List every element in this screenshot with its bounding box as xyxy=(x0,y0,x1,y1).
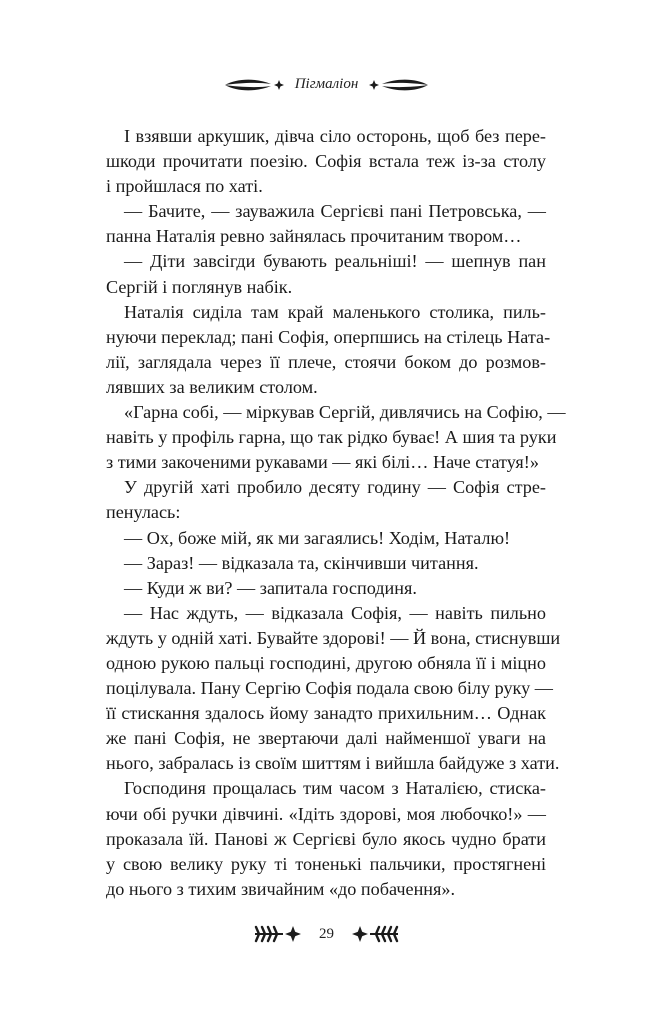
text-line: панна Наталія ревно зайнялась прочитаним твором… xyxy=(106,226,522,247)
text-line: ждуть у одній хаті. Бувайте здорові! — Й вона, стиснувши xyxy=(106,627,561,648)
right-footer-ornament-icon xyxy=(350,923,400,945)
text-line: її стискання здалось йому занадто прихильним… Однак xyxy=(106,703,546,724)
page-number: 29 xyxy=(319,925,334,942)
text-line: пенулась: xyxy=(106,502,181,523)
page-body-text xyxy=(106,124,566,902)
text-line: — Ох, боже мій, як ми загаялись! Ходім, Наталю! xyxy=(124,527,511,548)
paragraph xyxy=(106,526,546,551)
right-leaf-ornament-icon xyxy=(368,78,430,92)
text-line: шкоди прочитати поезію. Софія встала теж із-за столу xyxy=(106,151,546,172)
text-line: поцілувала. Пану Сергію Софія подала свою білу руку — xyxy=(106,678,553,699)
text-line: — Куди ж ви? — запитала господиня. xyxy=(124,577,417,598)
paragraph xyxy=(106,576,546,601)
left-footer-ornament-icon xyxy=(253,923,303,945)
running-title: Пігмаліон xyxy=(294,76,359,92)
paragraph xyxy=(106,124,546,199)
running-header xyxy=(0,76,653,93)
text-line: лявших за великим столом. xyxy=(106,376,318,397)
text-line: Наталія сиділа там край маленького столика, пиль- xyxy=(124,301,546,322)
paragraph xyxy=(106,199,546,249)
text-line: — Нас ждуть, — відказала Софія, — навіть пильно xyxy=(124,602,546,623)
text-line: Господиня прощалась тим часом з Наталією, стиска- xyxy=(124,778,546,799)
text-line: з тими закоченими рукавами — які білі… Наче статуя!» xyxy=(106,452,539,473)
text-line: проказала їй. Панові ж Сергієві було якось чудно брати xyxy=(106,828,546,849)
text-line: лії, заглядала через її плече, стоячи боком до розмов- xyxy=(106,351,546,372)
paragraph xyxy=(106,475,546,525)
text-line: нього, забралась із своїм шиттям і вийшла байдуже з хати. xyxy=(106,753,560,774)
text-line: У другій хаті пробило десяту годину — Софія стре- xyxy=(124,477,546,498)
left-leaf-ornament-icon xyxy=(223,78,285,92)
text-line: до нього з тихим звичайним «до побачення». xyxy=(106,878,456,899)
page-footer xyxy=(0,923,653,945)
paragraph xyxy=(106,249,546,299)
text-line: «Гарна собі, — міркував Сергій, дивлячись на Софію, — xyxy=(124,402,566,423)
text-line: нуючи переклад; пані Софія, оперпшись на стілець Ната- xyxy=(106,326,551,347)
text-line: — Зараз! — відказала та, скінчивши читання. xyxy=(124,552,479,573)
text-line: — Бачите, — зауважила Сергієві пані Петровська, — xyxy=(124,201,546,222)
text-line: Сергій і поглянув набік. xyxy=(106,276,293,297)
text-line: і пройшлася по хаті. xyxy=(106,176,263,197)
text-line: у свою велику руку ті тоненькі пальчики, простягнені xyxy=(106,853,546,874)
paragraph xyxy=(106,300,551,400)
text-line: — Діти завсігди бувають реальніші! — шепнув пан xyxy=(124,251,546,272)
paragraph xyxy=(106,601,561,777)
text-line: навіть у профіль гарна, що так рідко буває! А шия та руки xyxy=(106,427,557,448)
paragraph xyxy=(106,400,566,475)
paragraph xyxy=(106,776,546,901)
text-line: ючи обі ручки дівчині. «Ідіть здорові, моя любочко!» — xyxy=(106,803,546,824)
text-line: одною рукою пальці господині, другою обняла її і міцно xyxy=(106,652,546,673)
paragraph xyxy=(106,551,546,576)
text-line: же пані Софія, не звертаючи далі найменшої уваги на xyxy=(106,728,546,749)
text-line: І взявши аркушик, дівча сіло осторонь, щоб без пере- xyxy=(124,126,546,146)
